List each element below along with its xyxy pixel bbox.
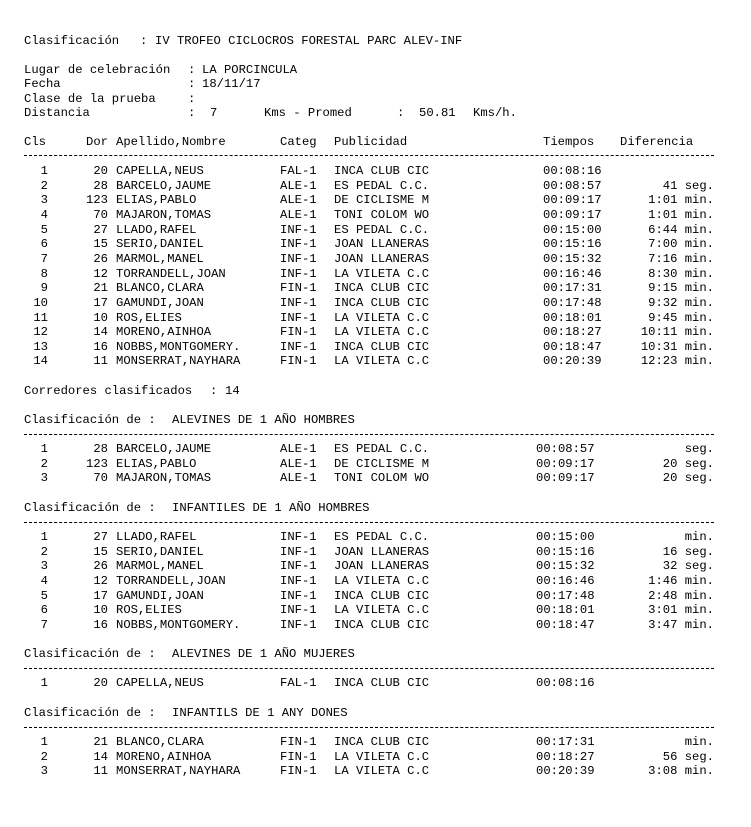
meta-lugar (24, 63, 298, 77)
cell-publicidad: INCA CLUB CIC (334, 617, 430, 632)
cell-categ: ALE-1 (280, 471, 317, 486)
cell-categ: INF-1 (280, 339, 317, 354)
cell-dor: 11 (93, 354, 108, 369)
cell-diff: 3:08 min. (648, 764, 714, 779)
cell-dor: 10 (93, 603, 108, 618)
cell-dor: 16 (93, 339, 108, 354)
cell-publicidad: ES PEDAL C.C. (334, 222, 430, 237)
cell-name: MAJARON,TOMAS (116, 471, 212, 486)
cell-name: BLANCO,CLARA (116, 735, 204, 749)
cell-dor: 123 (86, 456, 108, 471)
cell-diff: 3:47 min. (648, 617, 714, 632)
section-prefix: Clasificación de : (24, 501, 156, 515)
cell-diff: 2:48 min. (648, 588, 714, 603)
meta-sep: : (188, 77, 196, 91)
cell-name: SERIO,DANIEL (116, 544, 204, 559)
cell-categ: INF-1 (280, 544, 317, 559)
result-row (24, 311, 714, 325)
cell-dor: 12 (93, 266, 108, 281)
cell-categ: FAL-1 (280, 164, 317, 178)
result-row (24, 340, 714, 354)
cell-time: 00:18:01 (543, 310, 602, 325)
cell-cls: 14 (33, 354, 48, 369)
cell-categ: ALE-1 (280, 456, 317, 471)
cell-cls: 1 (40, 442, 48, 456)
cell-publicidad: INCA CLUB CIC (334, 588, 430, 603)
cell-categ: ALE-1 (280, 442, 317, 456)
result-row (24, 179, 714, 193)
meta-clase (24, 92, 196, 106)
cell-diff: 10:31 min. (640, 339, 714, 354)
cell-categ: ALE-1 (280, 178, 317, 193)
cell-name: MONSERRAT,NAYHARA (116, 354, 241, 369)
cell-diff: 16 seg. (662, 544, 714, 559)
cell-name: CAPELLA,NEUS (116, 164, 204, 178)
cell-time: 00:08:16 (536, 676, 595, 690)
average-speed-value: 50.81 (419, 106, 456, 120)
cell-dor: 10 (93, 310, 108, 325)
cell-categ: INF-1 (280, 559, 317, 574)
cell-time: 00:09:17 (536, 471, 595, 486)
cell-categ: ALE-1 (280, 207, 317, 222)
cell-diff: 1:01 min. (648, 193, 714, 208)
meta-label: Clase de la prueba (24, 92, 156, 106)
cell-cls: 8 (40, 266, 48, 281)
cell-cls: 3 (40, 559, 48, 574)
distance-value: 7 (210, 106, 218, 120)
cell-name: NOBBS,MONTGOMERY. (116, 339, 241, 354)
result-row (24, 442, 714, 456)
cell-time: 00:15:32 (536, 559, 595, 574)
cell-publicidad: INCA CLUB CIC (334, 339, 430, 354)
header-tiempos: Tiempos (543, 135, 595, 149)
cell-cls: 1 (40, 676, 48, 690)
cell-dor: 21 (93, 281, 108, 296)
cell-time: 00:18:27 (543, 325, 602, 340)
header-diferencia: Diferencia (620, 135, 694, 149)
cell-diff: 9:45 min. (648, 310, 714, 325)
cell-time: 00:17:48 (543, 295, 602, 310)
cell-cls: 3 (40, 193, 48, 208)
cell-name: MARMOL,MANEL (116, 251, 204, 266)
cell-dor: 15 (93, 544, 108, 559)
cell-name: GAMUNDI,JOAN (116, 295, 204, 310)
cell-dor: 26 (93, 559, 108, 574)
cell-time: 00:20:39 (543, 354, 602, 369)
result-row (24, 208, 714, 222)
result-row (24, 589, 714, 603)
cell-diff: 12:23 min. (640, 354, 714, 369)
cell-publicidad: LA VILETA C.C (334, 603, 430, 618)
cell-cls: 12 (33, 325, 48, 340)
cell-publicidad: JOAN LLANERAS (334, 559, 430, 574)
cell-name: NOBBS,MONTGOMERY. (116, 617, 241, 632)
cell-time: 00:17:31 (536, 735, 595, 749)
cell-diff: 8:30 min. (648, 266, 714, 281)
result-row (24, 267, 714, 281)
cell-name: BARCELO,JAUME (116, 442, 212, 456)
cell-name: MONSERRAT,NAYHARA (116, 764, 241, 779)
cell-time: 00:17:31 (543, 281, 602, 296)
cell-time: 00:08:16 (543, 164, 602, 178)
result-row (24, 281, 714, 295)
cell-time: 00:18:47 (543, 339, 602, 354)
cell-cls: 9 (40, 281, 48, 296)
cell-name: TORRANDELL,JOAN (116, 573, 226, 588)
summary-sep: : (210, 384, 218, 398)
divider (24, 434, 714, 435)
cell-publicidad: INCA CLUB CIC (334, 281, 430, 296)
cell-time: 00:15:00 (536, 530, 595, 544)
result-row (24, 471, 714, 485)
cell-dor: 28 (93, 178, 108, 193)
cell-cls: 2 (40, 456, 48, 471)
meta-distancia (24, 106, 517, 120)
cell-time: 00:15:16 (536, 544, 595, 559)
header-categ: Categ (280, 135, 317, 149)
cell-diff: 7:16 min. (648, 251, 714, 266)
cell-diff: 1:46 min. (648, 573, 714, 588)
cell-name: MARMOL,MANEL (116, 559, 204, 574)
cell-dor: 70 (93, 207, 108, 222)
section-prefix: Clasificación de : (24, 413, 156, 427)
cell-publicidad: LA VILETA C.C (334, 266, 430, 281)
cell-publicidad: ES PEDAL C.C. (334, 530, 430, 544)
cell-diff: 9:32 min. (648, 295, 714, 310)
meta-sep: : (188, 106, 196, 120)
cell-time: 00:16:46 (536, 573, 595, 588)
cell-diff: 20 seg. (662, 471, 714, 486)
cell-publicidad: JOAN LLANERAS (334, 237, 430, 252)
result-row (24, 545, 714, 559)
average-speed-unit: Kms/h. (473, 106, 517, 120)
cell-categ: FIN-1 (280, 749, 317, 764)
cell-diff: min. (684, 735, 714, 749)
cell-cls: 11 (33, 310, 48, 325)
section-prefix: Clasificación de : (24, 706, 156, 720)
meta-label: Distancia (24, 106, 90, 120)
header-cls: Cls (24, 135, 46, 149)
section-title: ALEVINES DE 1 AÑO MUJERES (172, 647, 355, 661)
meta-label: Fecha (24, 77, 61, 91)
cell-time: 00:09:17 (536, 456, 595, 471)
result-row (24, 530, 714, 544)
classified-count (24, 384, 240, 398)
cell-categ: INF-1 (280, 251, 317, 266)
section-prefix: Clasificación de : (24, 647, 156, 661)
cell-cls: 10 (33, 295, 48, 310)
cell-time: 00:15:32 (543, 251, 602, 266)
divider (24, 522, 714, 523)
cell-name: ELIAS,PABLO (116, 193, 197, 208)
cell-dor: 16 (93, 617, 108, 632)
cell-name: CAPELLA,NEUS (116, 676, 204, 690)
cell-name: BARCELO,JAUME (116, 178, 212, 193)
cell-publicidad: DE CICLISME M (334, 456, 430, 471)
cell-cls: 1 (40, 164, 48, 178)
cell-categ: ALE-1 (280, 193, 317, 208)
cell-dor: 11 (93, 764, 108, 779)
cell-publicidad: DE CICLISME M (334, 193, 430, 208)
result-row (24, 750, 714, 764)
result-row (24, 193, 714, 207)
result-row (24, 603, 714, 617)
result-row (24, 457, 714, 471)
cell-categ: INF-1 (280, 222, 317, 237)
result-row (24, 574, 714, 588)
result-row (24, 252, 714, 266)
cell-time: 00:16:46 (543, 266, 602, 281)
cell-categ: INF-1 (280, 530, 317, 544)
distance-unit: Kms - Promed (264, 106, 352, 120)
cell-categ: INF-1 (280, 310, 317, 325)
result-row (24, 764, 714, 778)
cell-diff: 3:01 min. (648, 603, 714, 618)
cell-cls: 3 (40, 471, 48, 486)
cell-diff: 1:01 min. (648, 207, 714, 222)
cell-cls: 4 (40, 573, 48, 588)
cell-publicidad: INCA CLUB CIC (334, 295, 430, 310)
cell-publicidad: INCA CLUB CIC (334, 676, 430, 690)
result-row (24, 559, 714, 573)
result-row (24, 618, 714, 632)
cell-cls: 2 (40, 178, 48, 193)
cell-dor: 14 (93, 325, 108, 340)
result-row (24, 296, 714, 310)
cell-time: 00:08:57 (543, 178, 602, 193)
cell-dor: 15 (93, 237, 108, 252)
result-row (24, 676, 714, 690)
cell-name: ROS,ELIES (116, 603, 182, 618)
cell-categ: FAL-1 (280, 676, 317, 690)
cell-diff: 20 seg. (662, 456, 714, 471)
cell-time: 00:15:16 (543, 237, 602, 252)
cell-publicidad: LA VILETA C.C (334, 354, 430, 369)
summary-label: Corredores clasificados (24, 384, 193, 398)
cell-dor: 20 (93, 164, 108, 178)
cell-categ: FIN-1 (280, 764, 317, 779)
cell-cls: 1 (40, 530, 48, 544)
cell-categ: INF-1 (280, 617, 317, 632)
cell-publicidad: INCA CLUB CIC (334, 735, 430, 749)
cell-dor: 123 (86, 193, 108, 208)
meta-label: Lugar de celebración (24, 63, 171, 77)
result-row (24, 237, 714, 251)
cell-name: MORENO,AINHOA (116, 749, 212, 764)
cell-time: 00:15:00 (543, 222, 602, 237)
cell-categ: FIN-1 (280, 735, 317, 749)
cell-publicidad: LA VILETA C.C (334, 749, 430, 764)
cell-cls: 5 (40, 222, 48, 237)
title-label: Clasificación (24, 34, 120, 48)
meta-value: 18/11/17 (202, 77, 261, 91)
cell-dor: 20 (93, 676, 108, 690)
result-row (24, 164, 714, 178)
cell-time: 00:08:57 (536, 442, 595, 456)
cell-dor: 70 (93, 471, 108, 486)
result-row (24, 325, 714, 339)
cell-categ: INF-1 (280, 295, 317, 310)
cell-publicidad: TONI COLOM WO (334, 207, 430, 222)
summary-value: 14 (225, 384, 240, 398)
section-title: ALEVINES DE 1 AÑO HOMBRES (172, 413, 355, 427)
cell-name: LLADO,RAFEL (116, 530, 197, 544)
cell-cls: 7 (40, 251, 48, 266)
cell-publicidad: INCA CLUB CIC (334, 164, 430, 178)
cell-categ: INF-1 (280, 237, 317, 252)
cell-categ: FIN-1 (280, 354, 317, 369)
cell-dor: 14 (93, 749, 108, 764)
cell-name: GAMUNDI,JOAN (116, 588, 204, 603)
result-row (24, 735, 714, 749)
cell-dor: 17 (93, 588, 108, 603)
cell-cls: 1 (40, 735, 48, 749)
divider (24, 155, 714, 156)
cell-publicidad: LA VILETA C.C (334, 325, 430, 340)
cell-cls: 4 (40, 207, 48, 222)
cell-dor: 21 (93, 735, 108, 749)
cell-cls: 6 (40, 237, 48, 252)
title-sep: : (140, 34, 148, 48)
column-headers (24, 135, 714, 149)
header-dor: Dor (86, 135, 108, 149)
cell-diff: 32 seg. (662, 559, 714, 574)
cell-dor: 26 (93, 251, 108, 266)
cell-diff: min. (684, 530, 714, 544)
meta-fecha (24, 77, 261, 91)
cell-cls: 7 (40, 617, 48, 632)
cell-cls: 13 (33, 339, 48, 354)
cell-dor: 28 (93, 442, 108, 456)
header-name: Apellido,Nombre (116, 135, 226, 149)
cell-cls: 2 (40, 749, 48, 764)
section-title: INFANTILS DE 1 ANY DONES (172, 706, 348, 720)
meta-sep: : (397, 106, 405, 120)
meta-sep: : (188, 63, 196, 77)
cell-diff: seg. (684, 442, 714, 456)
cell-categ: INF-1 (280, 603, 317, 618)
cell-diff: 10:11 min. (640, 325, 714, 340)
cell-dor: 17 (93, 295, 108, 310)
cell-name: TORRANDELL,JOAN (116, 266, 226, 281)
cell-dor: 12 (93, 573, 108, 588)
cell-name: MAJARON,TOMAS (116, 207, 212, 222)
cell-diff: 41 seg. (662, 178, 714, 193)
cell-publicidad: ES PEDAL C.C. (334, 442, 430, 456)
cell-dor: 27 (93, 530, 108, 544)
divider (24, 668, 714, 669)
cell-cls: 3 (40, 764, 48, 779)
cell-publicidad: JOAN LLANERAS (334, 544, 430, 559)
cell-name: ELIAS,PABLO (116, 456, 197, 471)
cell-name: LLADO,RAFEL (116, 222, 197, 237)
cell-name: BLANCO,CLARA (116, 281, 204, 296)
result-row (24, 354, 714, 368)
title-value: IV TROFEO CICLOCROS FORESTAL PARC ALEV-INF (155, 34, 463, 48)
cell-time: 00:17:48 (536, 588, 595, 603)
cell-publicidad: TONI COLOM WO (334, 471, 430, 486)
header-publicidad: Publicidad (334, 135, 408, 149)
cell-publicidad: LA VILETA C.C (334, 310, 430, 325)
cell-time: 00:09:17 (543, 193, 602, 208)
meta-sep: : (188, 92, 196, 106)
cell-publicidad: JOAN LLANERAS (334, 251, 430, 266)
cell-diff: 56 seg. (662, 749, 714, 764)
cell-publicidad: LA VILETA C.C (334, 764, 430, 779)
cell-time: 00:09:17 (543, 207, 602, 222)
cell-cls: 5 (40, 588, 48, 603)
cell-publicidad: ES PEDAL C.C. (334, 178, 430, 193)
cell-categ: INF-1 (280, 573, 317, 588)
cell-time: 00:18:01 (536, 603, 595, 618)
cell-cls: 2 (40, 544, 48, 559)
cell-categ: FIN-1 (280, 281, 317, 296)
meta-value: LA PORCINCULA (202, 63, 298, 77)
cell-diff: 7:00 min. (648, 237, 714, 252)
cell-diff: 6:44 min. (648, 222, 714, 237)
cell-categ: INF-1 (280, 588, 317, 603)
cell-publicidad: LA VILETA C.C (334, 573, 430, 588)
cell-categ: INF-1 (280, 266, 317, 281)
cell-time: 00:18:47 (536, 617, 595, 632)
cell-diff: 9:15 min. (648, 281, 714, 296)
document-title (24, 34, 463, 48)
cell-dor: 27 (93, 222, 108, 237)
cell-name: SERIO,DANIEL (116, 237, 204, 252)
divider (24, 727, 714, 728)
cell-time: 00:20:39 (536, 764, 595, 779)
section-title: INFANTILES DE 1 AÑO HOMBRES (172, 501, 370, 515)
cell-name: MORENO,AINHOA (116, 325, 212, 340)
result-row (24, 223, 714, 237)
cell-time: 00:18:27 (536, 749, 595, 764)
cell-name: ROS,ELIES (116, 310, 182, 325)
cell-categ: FIN-1 (280, 325, 317, 340)
cell-cls: 6 (40, 603, 48, 618)
